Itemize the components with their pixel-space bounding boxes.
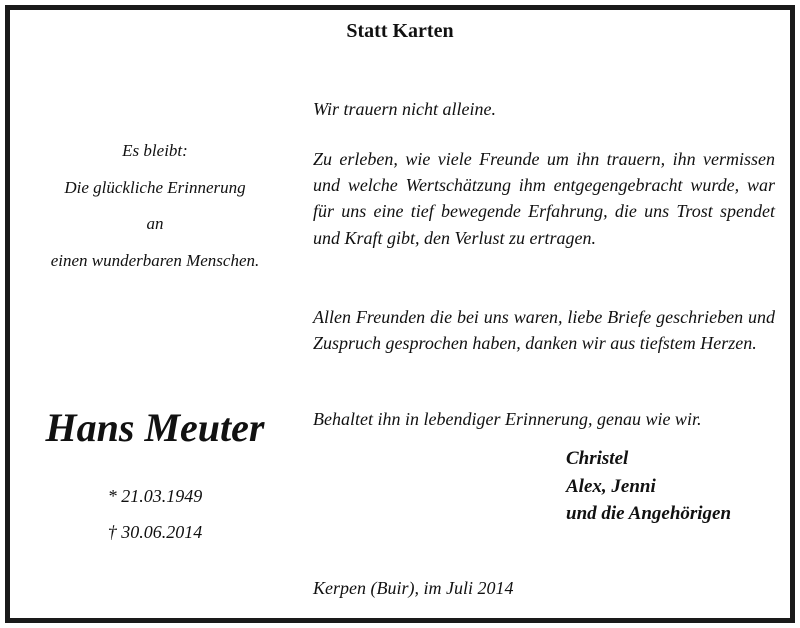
memorial-quote xyxy=(10,133,300,279)
deceased-name: Hans Meuter xyxy=(45,405,265,450)
quote-line: Es bleibt: xyxy=(122,141,188,160)
life-dates xyxy=(10,478,300,550)
paragraph-text: Zu erleben, wie viele Freunde um ihn trauern, ihn vermissen und welche Wertschätzung ihm entgegengebracht wurde, war für uns eine tief bewegende Erfahrung, die uns Trost spendet und Kraft gibt, den Verlust zu ertragen. xyxy=(313,149,775,248)
birth-date: * 21.03.1949 xyxy=(107,486,203,506)
paragraph xyxy=(313,304,775,356)
paragraph xyxy=(313,406,775,432)
place-date: Kerpen (Buir), im Juli 2014 xyxy=(313,578,514,598)
signer: und die Angehörigen xyxy=(566,503,732,524)
paragraph xyxy=(313,146,775,251)
paragraph xyxy=(313,96,775,122)
notice-heading: Statt Karten xyxy=(346,20,454,42)
signer: Christel xyxy=(566,448,629,469)
paragraph-text: Allen Freunden die bei uns waren, liebe Briefe geschrieben und Zuspruch gesprochen haben, danken wir aus tiefstem Herzen. xyxy=(313,307,775,354)
quote-line: Die glückliche Erinnerung xyxy=(64,177,246,197)
signer: Alex, Jenni xyxy=(566,475,656,497)
quote-line: an xyxy=(146,214,164,233)
signers-block xyxy=(566,445,731,528)
quote-line: einen wunderbaren Menschen. xyxy=(50,250,260,270)
paragraph-text: Behaltet ihn in lebendiger Erinnerung, genau wie wir. xyxy=(313,409,702,429)
paragraph-text: Wir trauern nicht alleine. xyxy=(313,99,496,119)
death-date: † 30.06.2014 xyxy=(107,522,203,542)
